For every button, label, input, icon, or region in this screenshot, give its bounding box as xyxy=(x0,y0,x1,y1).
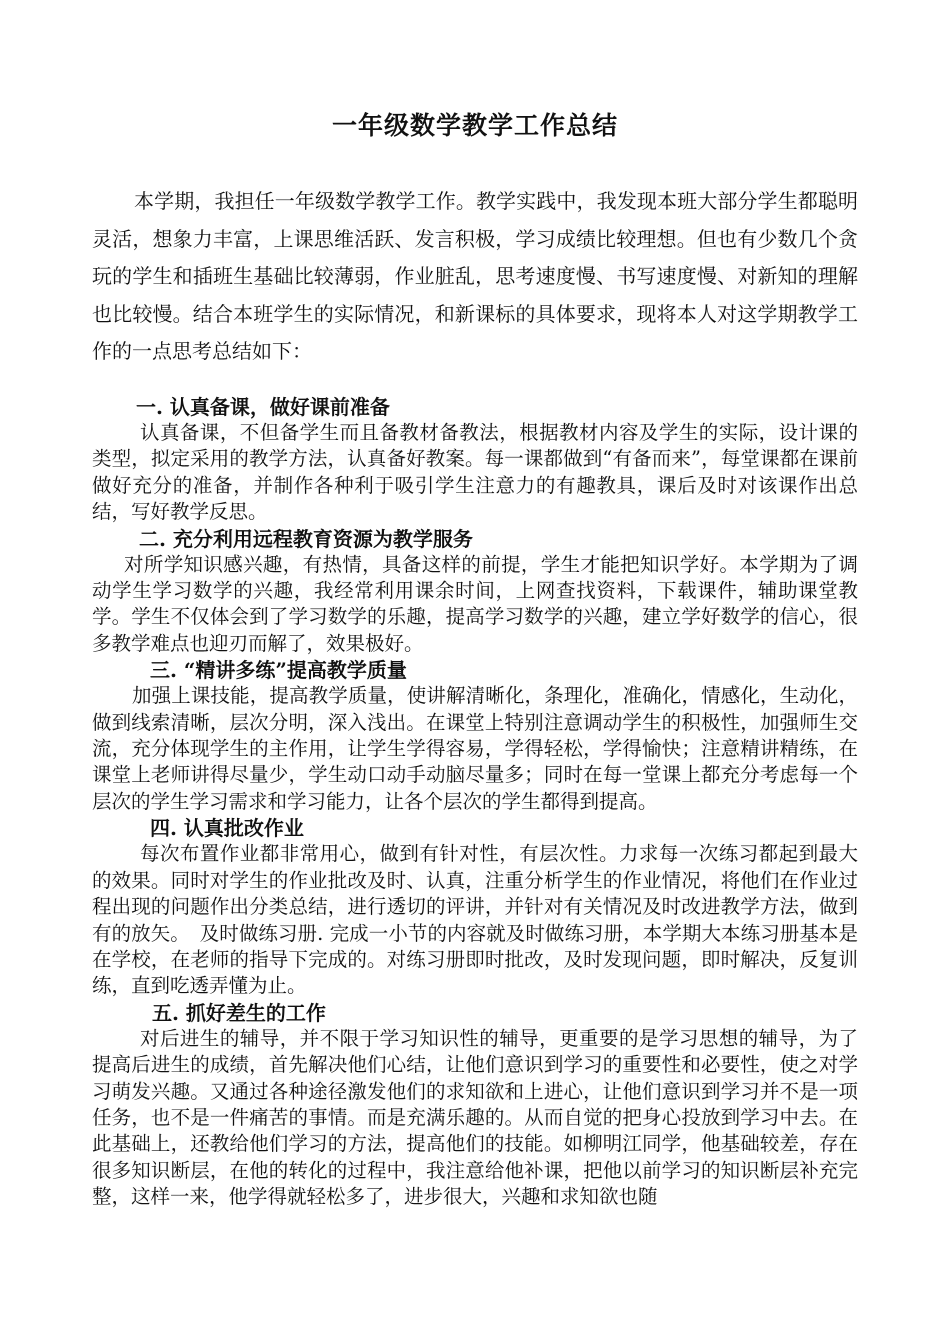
section-paragraph-4: 每次布置作业都非常用心，做到有针对性，有层次性。力求每一次练习都起到最大的效果。同时对学生的作业批改及时、认真，注重分析学生的作业情况，将他们在作业过程出现的问题作出分类总结，进行透切的评讲，并针对有关情况及时改进教学方法，做到有的放矢。 及时做练习册. 完成一小节的内容就及时做练习册，本学期大本练习册基本是在学校，在老师的指导下完成的。对练习册即时批改，及时发现问题，即时解决，反复训练，直到吃透弄懂为止。 xyxy=(92,842,858,998)
section-heading-4: 四. 认真批改作业 xyxy=(150,816,304,841)
section-heading-2: 二. 充分利用远程教育资源为教学服务 xyxy=(139,526,473,551)
section-paragraph-1: 认真备课，不但备学生而且备教材备教法，根据教材内容及学生的实际，设计课的类型，拟定采用的教学方法，认真备好教案。每一课都做到“有备而来”，每堂课都在课前做好充分的准备，并制作各种利于吸引学生注意力的有趣教具，课后及时对该课作出总结，写好教学反思。 xyxy=(92,421,858,524)
section-paragraph-3: 加强上课技能，提高教学质量，使讲解清晰化，条理化，准确化，情感化，生动化，做到线索清晰，层次分明，深入浅出。在课堂上特别注意调动学生的积极性，加强师生交流，充分体现学生的主作用，让学生学得容易，学得轻松，学得愉快；注意精讲精练，在课堂上老师讲得尽量少，学生动口动手动脑尽量多；同时在每一堂课上都充分考虑每一个层次的学生学习需求和学习能力，让各个层次的学生都得到提高。 xyxy=(92,684,858,813)
section-paragraph-5: 对后进生的辅导，并不限于学习知识性的辅导，更重要的是学习思想的辅导，为了提高后进生的成绩，首先解决他们心结，让他们意识到学习的重要性和必要性，使之对学习萌发兴趣。又通过各种途径激发他们的求知欲和上进心，让他们意识到学习并不是一项任务，也不是一件痛苦的事情。而是充满乐趣的。从而自觉的把身心投放到学习中去。在此基础上，还教给他们学习的方法，提高他们的技能。如柳明江同学，他基础较差，存在很多知识断层，在他的转化的过程中，我注意给他补课，把他以前学习的知识断层补充完整，这样一来，他学得就轻松多了，进步很大，兴趣和求知欲也随 xyxy=(92,1026,858,1209)
document-title: 一年级数学教学工作总结 xyxy=(331,111,618,140)
section-heading-3: 三. “精讲多练”提高教学质量 xyxy=(150,658,407,683)
section-paragraph-2: 对所学知识感兴趣，有热情，具备这样的前提，学生才能把知识学好。本学期为了调动学生学习数学的兴趣，我经常利用课余时间，上网查找资料，下载课件，辅助课堂教学。学生不仅体会到了学习数学的乐趣，提高学习数学的兴趣，建立学好数学的信心，很多教学难点也迎刃而解了，效果极好。 xyxy=(92,552,858,655)
intro-paragraph: 本学期，我担任一年级数学教学工作。教学实践中，我发现本班大部分学生都聪明灵活，想象力丰富，上课思维活跃、发言积极，学习成绩比较理想。但也有少数几个贪玩的学生和插班生基础比较薄弱，作业脏乱，思考速度慢、书写速度慢、对新知的理解也比较慢。结合本班学生的实际情况，和新课标的具体要求，现将本人对这学期教学工作的一点思考总结如下： xyxy=(92,189,858,363)
document-body xyxy=(92,394,858,1211)
section-heading-1: 一. 认真备课，做好课前准备 xyxy=(136,395,390,419)
section-heading-5: 五. 抓好差生的工作 xyxy=(152,1000,326,1025)
